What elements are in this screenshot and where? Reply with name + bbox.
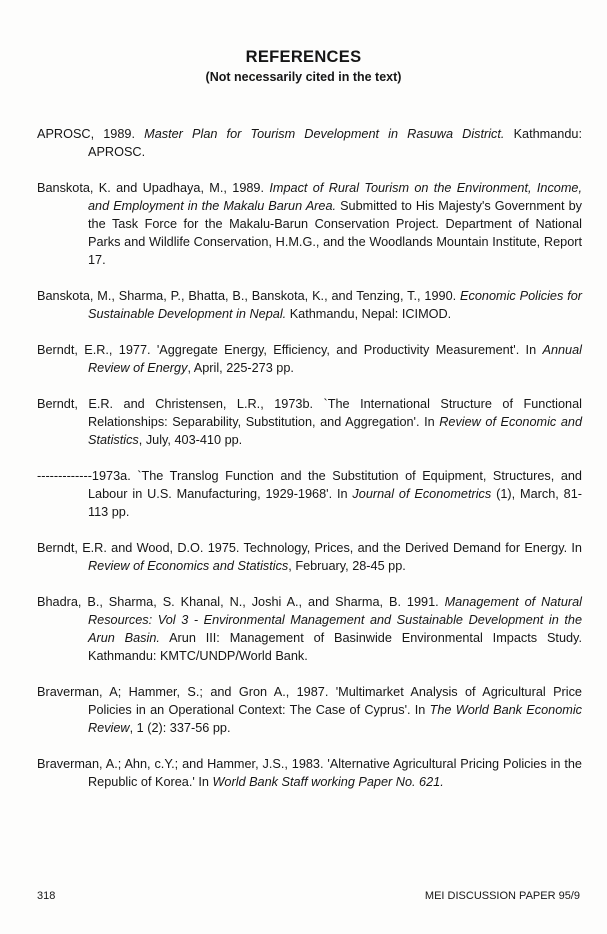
reference-text: APROSC, 1989. [37,127,145,141]
reference-text: Braverman, A.; Ahn, c.Y.; and Hammer, J.S., 1983. 'Alternative Agricultural Pricing Policies in the Republic of Korea.' In [37,757,582,789]
reference-text: -------------1973a. `The Translog Function and the Substitution of Equipment, Structures, and Labour in U.S. Manufacturing, 1929-1968'. In [37,469,582,501]
running-footer: MEI DISCUSSION PAPER 95/9 [424,890,580,902]
reference-text: Banskota, M., Sharma, P., Bhatta, B., Banskota, K., and Tenzing, T., 1990. [37,289,461,303]
reference-title: Impact of Rural Tourism on the Environment, Income, and Employment in the Makalu Barun Area. [88,181,582,213]
reference-text: , February, 28-45 pp. [288,559,406,573]
reference-list [37,125,582,809]
reference-entry [37,755,582,791]
reference-entry [37,341,582,377]
reference-title: World Bank Staff working Paper No. 621. [212,775,444,789]
reference-text: , July, 403-410 pp. [138,433,243,447]
page-number: 318 [37,890,56,902]
reference-text: (1), March, 81-113 pp. [88,487,582,519]
reference-text: Arun III: Management of Basinwide Environmental Impacts Study. Kathmandu: KMTC/UNDP/World Bank. [88,631,582,663]
reference-text: Bhadra, B., Sharma, S. Khanal, N., Joshi A., and Sharma, B. 1991. [37,595,445,609]
page-title: REFERENCES [245,48,362,66]
reference-entry [37,467,582,521]
reference-entry [37,287,582,323]
reference-text: Kathmandu: APROSC. [88,127,583,159]
reference-entry [37,683,582,737]
reference-title: Economic Policies for Sustainable Development in Nepal. [88,289,582,321]
reference-text: Berndt, E.R. and Christensen, L.R., 1973b. `The International Structure of Functional Relationships: Separability, Substitution, and Aggregation'. In [37,397,582,429]
reference-text: Braverman, A; Hammer, S.; and Gron A., 1987. 'Multimarket Analysis of Agricultural Price Policies in an Operational Context: The Case of Cyprus'. In [37,685,582,717]
reference-title: The World Bank Economic Review [88,703,582,735]
reference-title: Annual Review of Energy [88,343,582,375]
reference-title: Review of Economics and Statistics [88,559,289,573]
reference-text: Berndt, E.R. and Wood, D.O. 1975. Technology, Prices, and the Derived Demand for Energy. In [37,541,582,555]
reference-title: Master Plan for Tourism Development in Rasuwa District. [144,127,505,141]
reference-entry [37,395,582,449]
reference-text: , 1 (2): 337-56 pp. [129,721,231,735]
reference-entry [37,179,582,269]
reference-text: , April, 225-273 pp. [187,361,294,375]
reference-title: Journal of Econometrics [352,487,492,501]
reference-entry [37,539,582,575]
reference-text: Berndt, E.R., 1977. 'Aggregate Energy, Efficiency, and Productivity Measurement'. In [37,343,543,357]
reference-entry [37,593,582,665]
reference-entry [37,125,582,161]
reference-title: Review of Economic and Statistics [88,415,582,447]
reference-text: Kathmandu, Nepal: ICIMOD. [286,307,452,321]
reference-text: Submitted to His Majesty's Government by the Task Force for the Makalu-Barun Conservation Project. Department of National Parks and Wildlife Conservation, H.M.G., and the Woodlands Mountain Institute, Report 17. [88,199,583,267]
page-subtitle: (Not necessarily cited in the text) [205,70,402,84]
reference-title: Management of Natural Resources: Vol 3 - Environmental Management and Sustainable Development in the Arun Basin. [88,595,582,645]
reference-text: Banskota, K. and Upadhaya, M., 1989. [37,181,270,195]
